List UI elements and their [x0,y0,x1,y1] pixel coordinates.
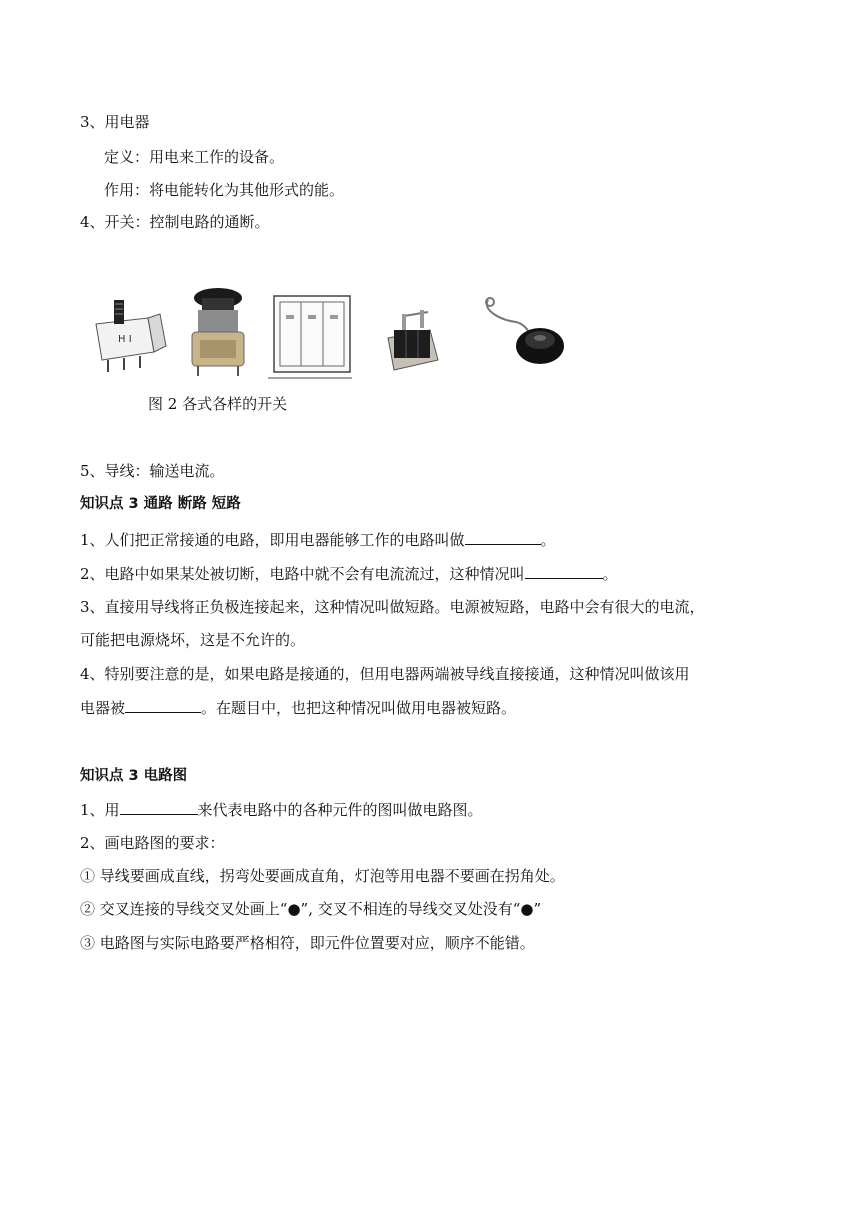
question-2-end: 。 [602,565,618,583]
question-1 [80,529,556,550]
section-title-knowledge-point-3: 知识点 3 通路 断路 短路 [80,496,241,512]
answer-blank [525,563,603,579]
circuit-item-1-text: 1、用 [80,801,120,819]
question-3-line-2: 可能把电源烧坏，这是不允许的。 [80,631,306,649]
section-title-circuit-diagram: 知识点 3 电路图 [80,768,188,784]
question-4-line-2 [80,697,516,718]
question-2-text: 2、电路中如果某处被切断，电路中就不会有电流流过，这种情况叫 [80,565,525,583]
appliance-function: 作用：将电能转化为其他形式的能。 [104,181,345,199]
answer-blank [120,799,198,815]
svg-text:H I: H I [118,334,132,345]
question-2 [80,563,618,584]
question-4-line-1: 4、特别要注意的是，如果电路是接通的，但用电器两端被导线直接接通，这种情况叫做该用 [80,665,690,683]
question-1-end: 。 [540,531,556,549]
requirement-2: ② 交叉连接的导线交叉处画上“●”, 交叉不相连的导线交叉处没有“●” [80,900,542,918]
circuit-item-1-end: 来代表电路中的各种元件的图叫做电路图。 [197,801,483,819]
question-4-end: 。在题目中，也把这种情况叫做用电器被短路。 [201,699,517,717]
requirement-1: ① 导线要画成直线，拐弯处要画成直角，灯泡等用电器不要画在拐角处。 [80,867,565,885]
question-3-line-1: 3、直接用导线将正负极连接起来，这种情况叫做短路。电源被短路，电路中会有很大的电流， [80,598,705,616]
circuit-item-1 [80,799,483,820]
question-4-text: 电器被 [80,699,126,717]
appliance-definition: 定义：用电来工作的设备。 [104,148,285,166]
question-1-text: 1、人们把正常接通的电路，即用电器能够工作的电路叫做 [80,531,465,549]
push-button-switch-image [192,288,244,376]
answer-blank [125,697,201,713]
rocker-switch-image [388,310,438,370]
switches-figure [88,280,568,384]
wall-switch-image [268,296,352,378]
pendant-switch-image [486,298,564,364]
item-5-wire: 5、导线：输送电流。 [80,462,225,480]
item-4-switch: 4、开关：控制电路的通断。 [80,213,270,231]
answer-blank [465,529,541,545]
requirement-3: ③ 电路图与实际电路要严格相符，即元件位置要对应，顺序不能错。 [80,934,535,952]
item-3-appliance: 3、用电器 [80,113,150,131]
slide-switch-image [96,300,166,372]
circuit-item-2: 2、画电路图的要求： [80,834,225,852]
figure-caption: 图 2 各式各样的开关 [148,395,288,413]
